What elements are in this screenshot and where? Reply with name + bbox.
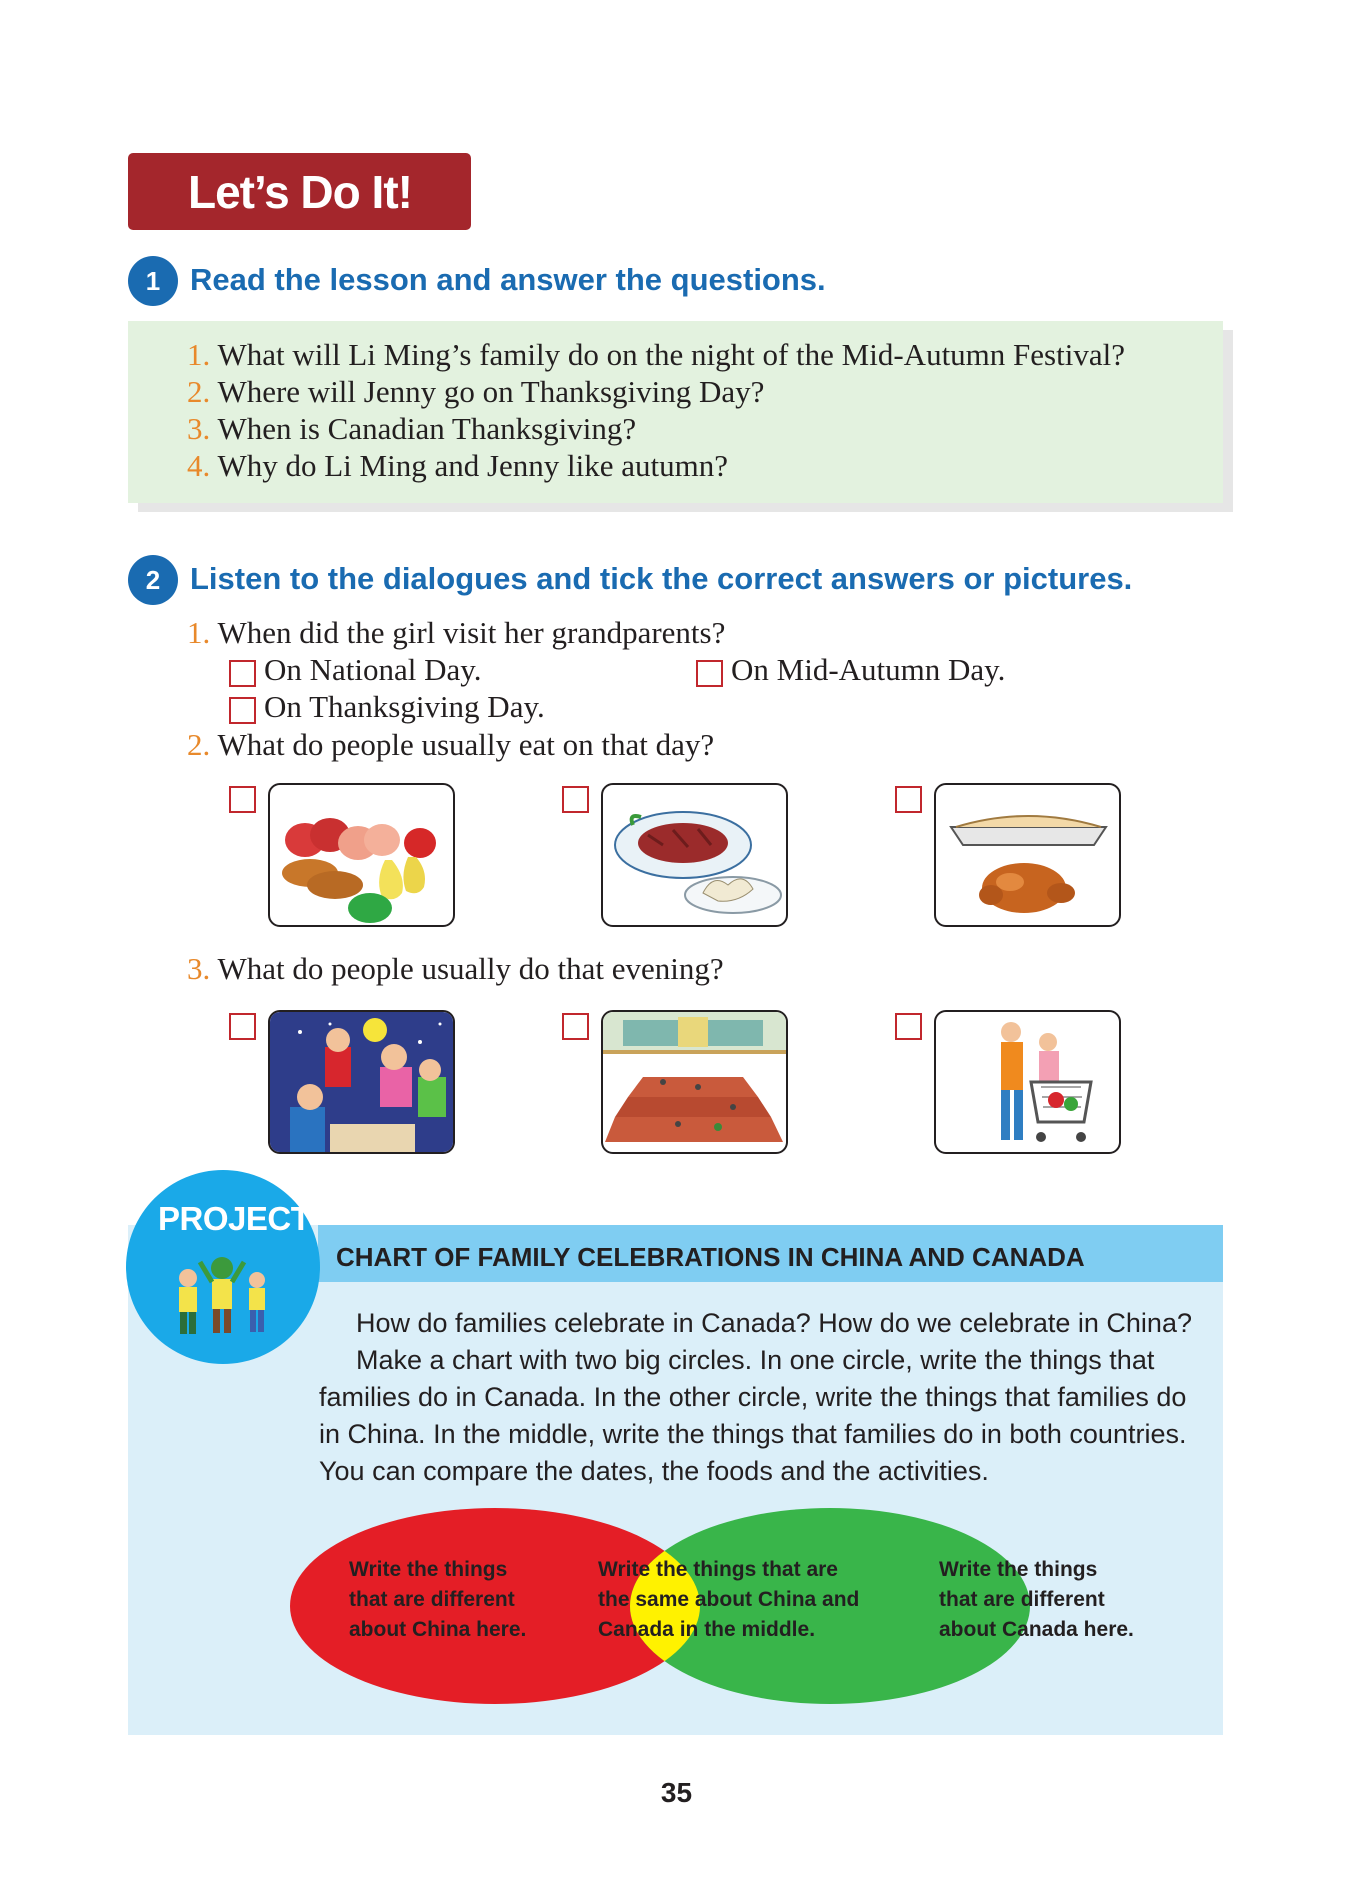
venn-middle-line: the same about China and	[598, 1588, 860, 1611]
venn-left-line: about China here.	[349, 1618, 527, 1641]
checkbox-activity-1[interactable]	[229, 1013, 256, 1040]
picture-mooncakes-fruit[interactable]	[268, 783, 455, 927]
checkbox-thanksgiving-day[interactable]	[229, 697, 256, 724]
page-title: Let’s Do It!	[188, 165, 412, 218]
listening-question-2	[187, 727, 714, 763]
project-paragraph-line-4: in China. In the middle, write the things that families do in both countries.	[319, 1419, 1187, 1449]
question-text: What do people usually do that evening?	[217, 951, 724, 986]
question-number: 1.	[187, 615, 211, 650]
title-banner	[128, 153, 471, 230]
venn-left-text	[349, 1555, 526, 1645]
listening-question-1	[187, 615, 725, 651]
question-text: Why do Li Ming and Jenny like autumn?	[217, 448, 728, 483]
page-number: 35	[660, 1777, 693, 1808]
project-paragraph-line-1: How do families celebrate in Canada? How do we celebrate in China?	[356, 1308, 1192, 1338]
checkbox-mid-autumn-day[interactable]	[696, 660, 723, 687]
option-thanksgiving-day: On Thanksgiving Day.	[264, 689, 545, 724]
venn-right-line: Write the things	[939, 1558, 1098, 1581]
section-2-number: 2	[128, 555, 178, 605]
project-title: CHART OF FAMILY CELEBRATIONS IN CHINA AND CANADA	[336, 1242, 1085, 1272]
section-1-heading: Read the lesson and answer the questions.	[190, 262, 826, 297]
pie-turkey-illustration	[936, 785, 1119, 925]
question-4	[187, 448, 728, 484]
picture-meat-dumplings[interactable]	[601, 783, 788, 927]
checkbox-activity-3[interactable]	[895, 1013, 922, 1040]
family-moon-illustration	[270, 1012, 453, 1152]
listening-question-3	[187, 951, 724, 987]
picture-stadium[interactable]	[601, 1010, 788, 1154]
project-label: PROJECT	[158, 1200, 311, 1237]
venn-right-line: about Canada here.	[939, 1618, 1134, 1641]
meat-dumplings-illustration	[603, 785, 786, 925]
option-national-day: On National Day.	[264, 652, 482, 687]
section-1-number: 1	[128, 256, 178, 306]
question-text: What will Li Ming’s family do on the night of the Mid-Autumn Festival?	[217, 337, 1125, 372]
checkbox-national-day[interactable]	[229, 660, 256, 687]
shopping-illustration	[936, 1012, 1119, 1152]
picture-pie-turkey[interactable]	[934, 783, 1121, 927]
venn-middle-line: Write the things that are	[598, 1558, 838, 1581]
question-2	[187, 374, 764, 410]
question-number: 1.	[187, 337, 211, 372]
venn-right-text	[939, 1555, 1134, 1645]
question-text: When did the girl visit her grandparents?	[217, 615, 726, 650]
stadium-illustration	[603, 1012, 786, 1152]
venn-right-line: that are different	[939, 1588, 1105, 1611]
question-text: When is Canadian Thanksgiving?	[217, 411, 637, 446]
picture-family-moon[interactable]	[268, 1010, 455, 1154]
project-paragraph-line-5: You can compare the dates, the foods and the activities.	[319, 1456, 989, 1486]
question-1	[187, 337, 1125, 373]
project-paragraph-line-3: families do in Canada. In the other circle, write the things that families do	[319, 1382, 1187, 1412]
checkbox-food-1[interactable]	[229, 786, 256, 813]
checkbox-food-3[interactable]	[895, 786, 922, 813]
picture-shopping[interactable]	[934, 1010, 1121, 1154]
question-text: What do people usually eat on that day?	[217, 727, 715, 762]
question-number: 2.	[187, 374, 211, 409]
question-number: 3.	[187, 951, 211, 986]
venn-middle-text	[598, 1555, 859, 1645]
option-mid-autumn-day: On Mid-Autumn Day.	[731, 652, 1006, 687]
question-3	[187, 411, 636, 447]
venn-left-line: Write the things	[349, 1558, 508, 1581]
checkbox-activity-2[interactable]	[562, 1013, 589, 1040]
question-number: 2.	[187, 727, 211, 762]
question-number: 3.	[187, 411, 211, 446]
question-text: Where will Jenny go on Thanksgiving Day?	[217, 374, 765, 409]
section-2-heading: Listen to the dialogues and tick the correct answers or pictures.	[190, 561, 1133, 596]
mooncakes-fruit-illustration	[270, 785, 453, 925]
project-paragraph-line-2: Make a chart with two big circles. In one circle, write the things that	[356, 1345, 1155, 1375]
venn-left-line: that are different	[349, 1588, 515, 1611]
venn-middle-line: Canada in the middle.	[598, 1618, 816, 1641]
checkbox-food-2[interactable]	[562, 786, 589, 813]
question-number: 4.	[187, 448, 211, 483]
